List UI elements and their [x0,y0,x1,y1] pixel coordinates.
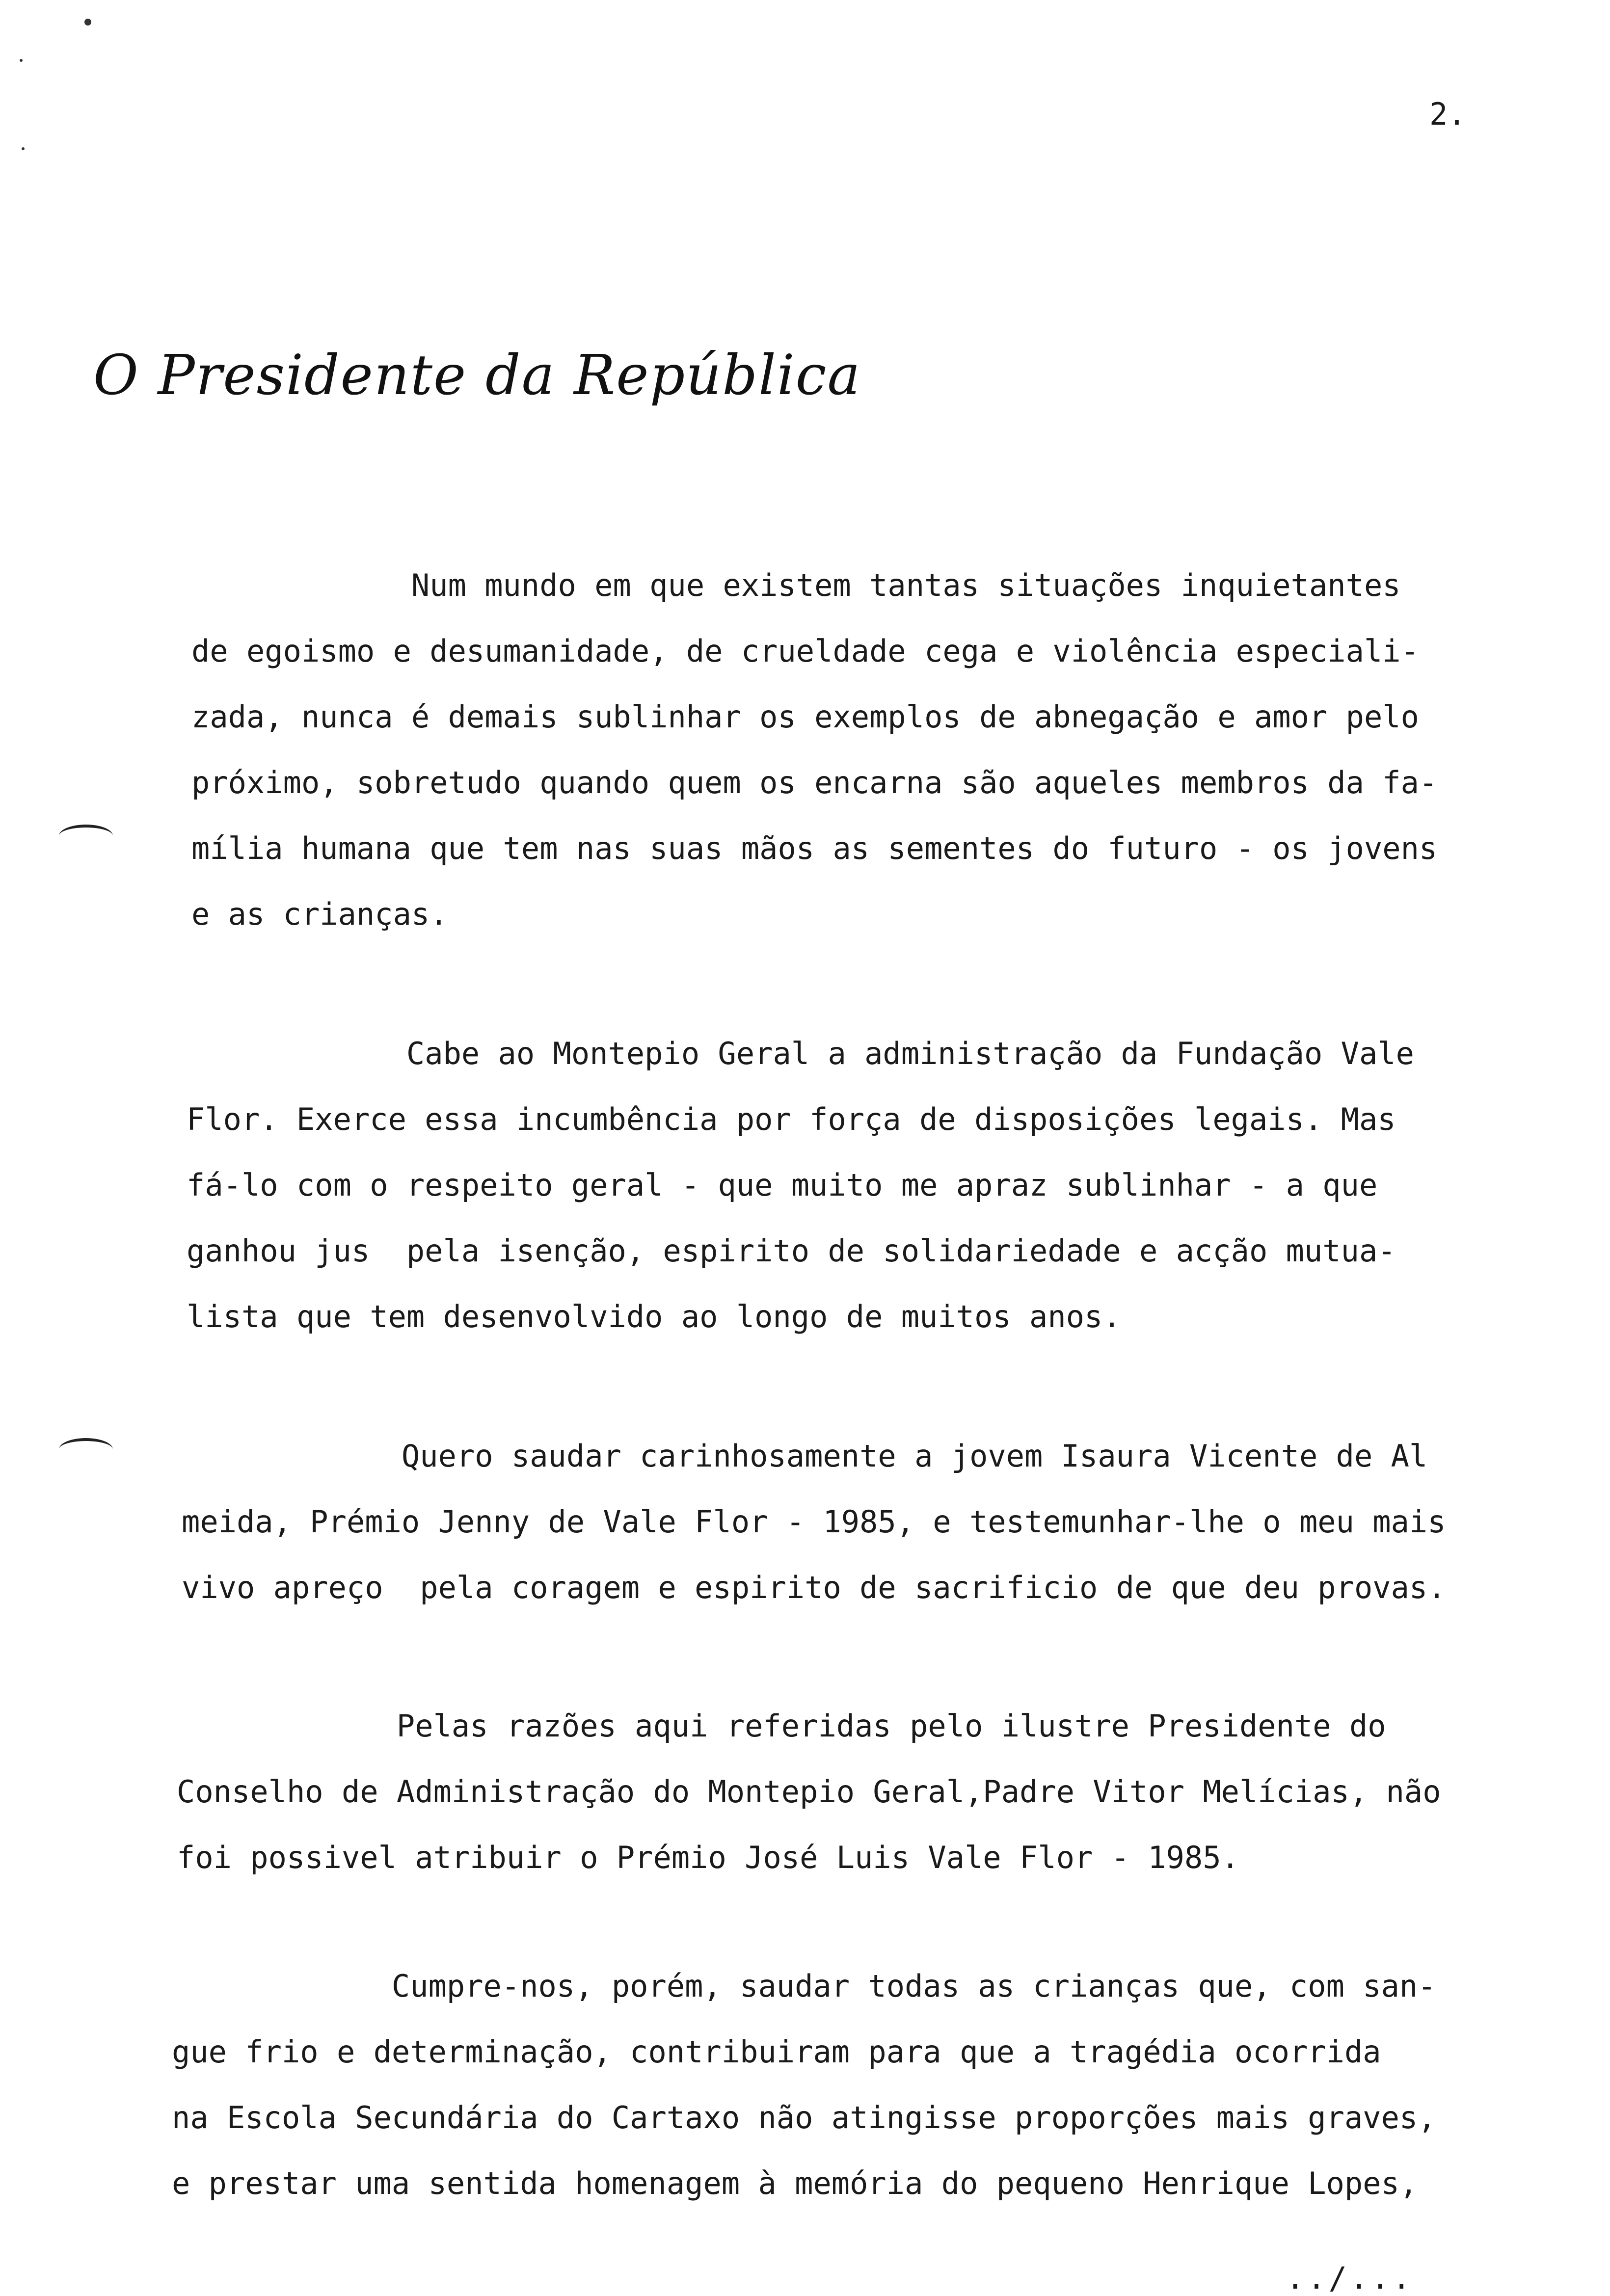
paragraph [177,1693,1571,1891]
text-line: Cabe ao Montepio Geral a administração da Fundação Vale [187,1036,1414,1071]
letterhead-title: O Presidente da República [93,344,861,407]
text-line: Pelas razões aqui referidas pelo ilustre Presidente do [177,1708,1386,1744]
page-number: 2. [1429,96,1466,132]
margin-mark [59,1438,113,1461]
text-line: Flor. Exerce essa incumbência por força de disposições legais. Mas [187,1101,1396,1137]
text-line: Quero saudar carinhosamente a jovem Isaura Vicente de Al [182,1438,1428,1474]
paragraph [172,1953,1566,2216]
paragraph [182,1423,1576,1621]
text-line: ganhou jus pela isenção, espirito de solidariedade e acção mutua- [187,1233,1396,1269]
text-line: gue frio e determinação, contribuiram para que a tragédia ocorrida [172,2034,1381,2070]
text-line: zada, nunca é demais sublinhar os exemplos de abnegação e amor pelo [191,699,1419,735]
text-line: Cumpre-nos, porém, saudar todas as crianças que, com san- [172,1968,1436,2004]
paragraph [191,553,1585,947]
text-line: Num mundo em que existem tantas situações inquietantes [191,567,1401,603]
continuation-mark: ../... [1286,2260,1414,2296]
text-line: Conselho de Administração do Montepio Geral,Padre Vitor Melícias, não [177,1774,1441,1810]
scan-speck [22,147,25,150]
text-line: de egoismo e desumanidade, de crueldade cega e violência especiali- [191,633,1419,669]
text-line: lista que tem desenvolvido ao longo de muitos anos. [187,1299,1121,1335]
text-line: na Escola Secundária do Cartaxo não atingisse proporções mais graves, [172,2100,1436,2136]
scan-speck [84,19,91,26]
text-line: e as crianças. [191,896,448,932]
margin-mark [59,825,113,847]
text-line: meida, Prémio Jenny de Vale Flor - 1985, e testemunhar-lhe o meu mais [182,1504,1446,1540]
scan-speck [20,59,23,62]
text-line: fá-lo com o respeito geral - que muito me apraz sublinhar - a que [187,1167,1378,1203]
text-line: mília humana que tem nas suas mãos as sementes do futuro - os jovens [191,830,1438,866]
text-line: foi possivel atribuir o Prémio José Luis Vale Flor - 1985. [177,1840,1239,1875]
text-line: próximo, sobretudo quando quem os encarna são aqueles membros da fa- [191,765,1438,801]
text-line: e prestar uma sentida homenagem à memória do pequeno Henrique Lopes, [172,2165,1418,2201]
text-line: vivo apreço pela coragem e espirito de sacrificio de que deu provas. [182,1570,1446,1605]
paragraph [187,1021,1581,1350]
